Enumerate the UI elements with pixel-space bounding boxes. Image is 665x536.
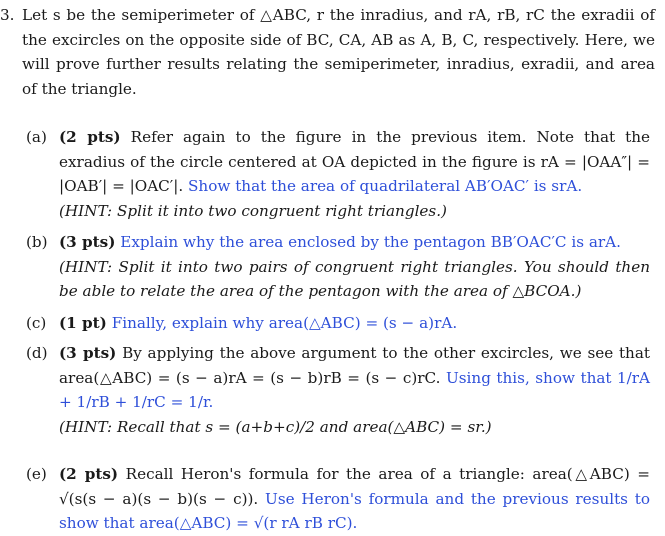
part-a xyxy=(26,125,650,223)
part-points: (1 pt) xyxy=(59,314,107,332)
part-task: Using this, show that 1/rA + 1/rB + 1/rC = 1/r. xyxy=(59,368,651,411)
part-label: (b) xyxy=(26,233,48,251)
part-e xyxy=(26,462,650,536)
part-label: (d) xyxy=(26,344,48,362)
part-d xyxy=(26,341,650,439)
part-label: (c) xyxy=(26,314,47,332)
part-text: Recall Heron's formula for the area of a triangle: area(△ABC) = √(s(s − a)(s − b)(s − c)). xyxy=(59,465,650,508)
part-points: (2 pts) xyxy=(59,128,121,146)
part-points: (3 pts) xyxy=(59,344,117,362)
part-task: Finally, explain why area(△ABC) = (s − a)rA. xyxy=(111,314,458,332)
part-points: (2 pts) xyxy=(59,465,119,483)
part-text: Refer again to the figure in the previous item. Note that the exradius of the circle centered at OA depicted in the figure is rA = |OAA″| = |OAB′| = |OAC′|. xyxy=(59,128,650,195)
part-hint: (HINT: Split it into two pairs of congruent right triangles. You should then be able to relate the area of the pentagon with the area of △BCOA.) xyxy=(59,257,650,300)
problem-intro-text: Let s be the semiperimeter of △ABC, r the inradius, and rA, rB, rC the exradii of the excircles on the opposite side of BC, CA, AB as A, B, C, respectively. Here, we will prove further results relating the semiperimeter, inradius, exradii, and area of the triangle. xyxy=(22,6,655,98)
part-text: By applying the above argument to the other excircles, we see that area(△ABC) = (s − a)rA = (s − b)rB = (s − c)rC. xyxy=(59,344,650,387)
part-c xyxy=(26,311,650,336)
part-hint: (HINT: Recall that s = (a+b+c)/2 and area(△ABC) = sr.) xyxy=(59,417,492,436)
problem-number: 3. xyxy=(0,6,15,24)
part-points: (3 pts) xyxy=(59,233,116,251)
part-task: Show that the area of quadrilateral AB′OAC′ is srA. xyxy=(188,177,583,195)
part-label: (e) xyxy=(26,465,47,483)
part-hint: (HINT: Split it into two congruent right triangles.) xyxy=(59,201,447,220)
problem-intro xyxy=(0,3,655,101)
part-task: Use Heron's formula and the previous results to show that area(△ABC) = √(r rA rB rC). xyxy=(59,489,651,532)
part-label: (a) xyxy=(26,128,47,146)
part-b xyxy=(26,230,650,304)
part-task: Explain why the area enclosed by the pentagon BB′OAC′C is arA. xyxy=(120,233,621,251)
